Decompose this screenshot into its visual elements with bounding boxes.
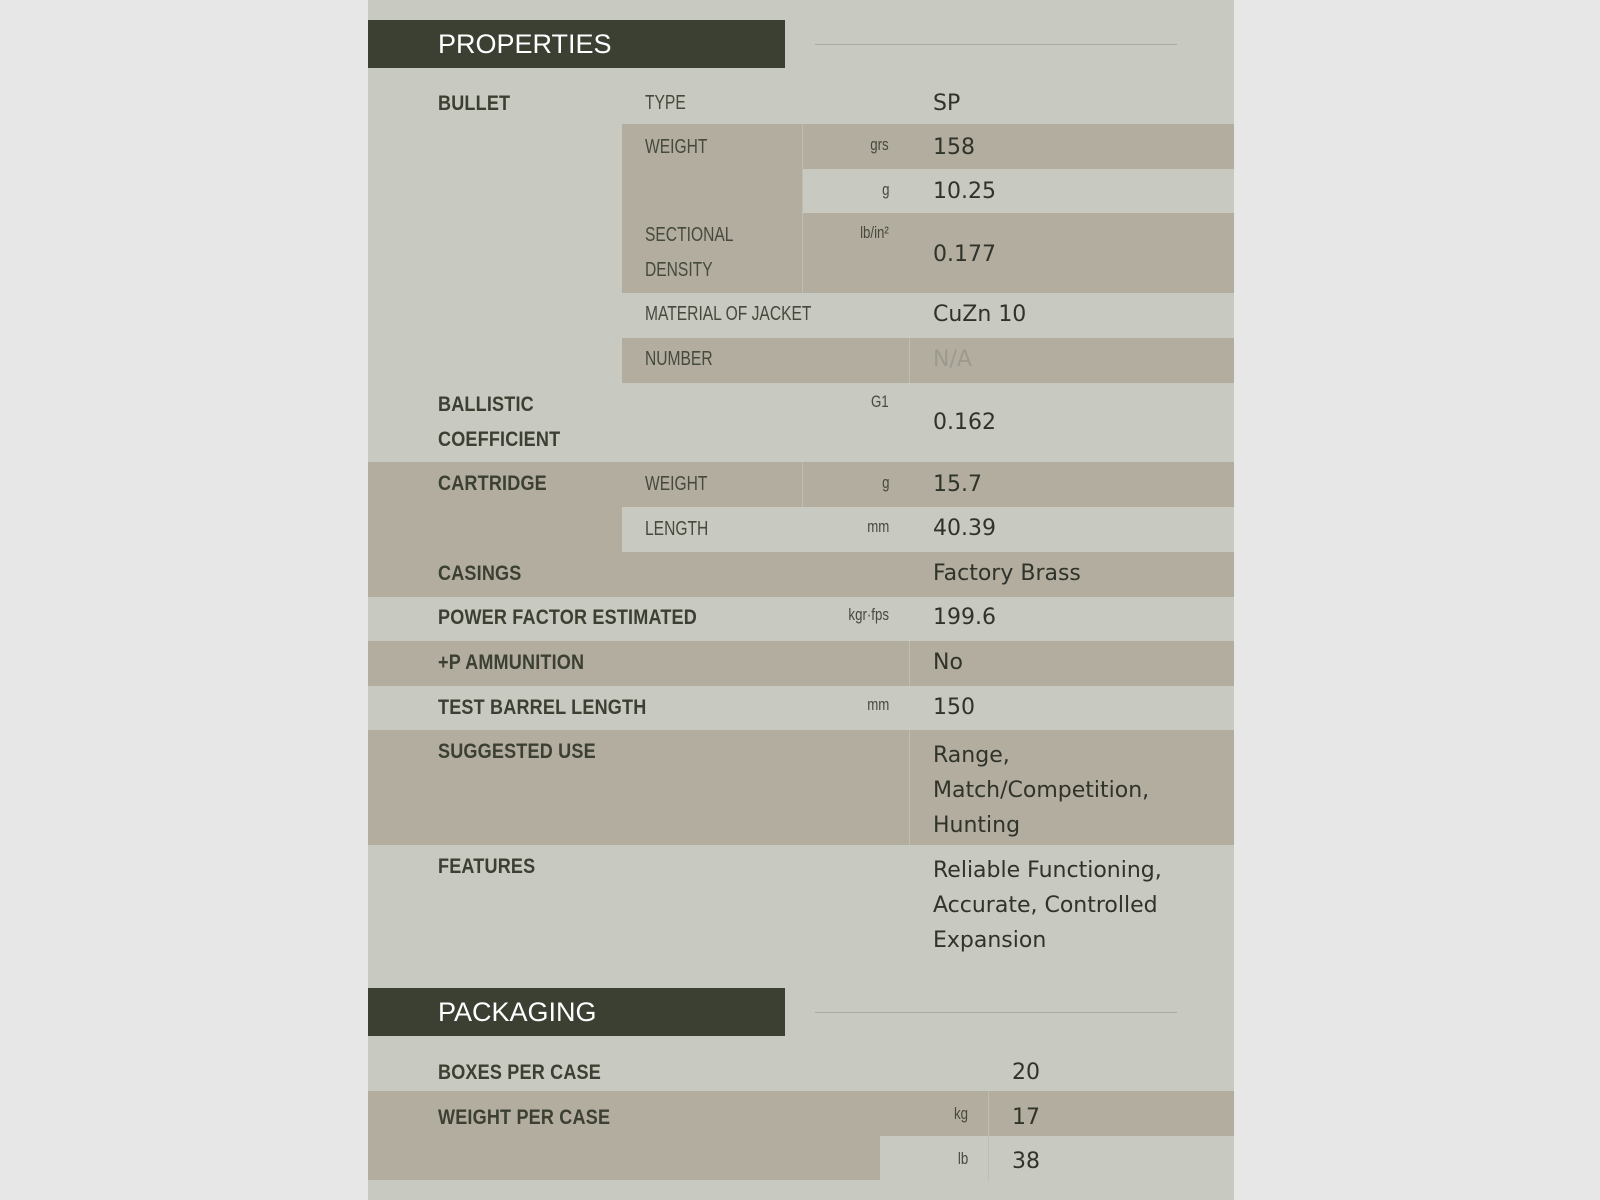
features-line: Expansion xyxy=(933,928,1047,953)
header-rule xyxy=(815,44,1177,45)
features-line: Accurate, Controlled xyxy=(933,893,1158,918)
cartridge-length-value: 40.39 xyxy=(933,516,996,541)
features-values xyxy=(933,853,1162,958)
col-sep xyxy=(909,641,910,686)
weight-per-case-unit-lb: lb xyxy=(957,1149,968,1168)
barrel-length-label: TEST BARREL LENGTH xyxy=(438,696,647,719)
suggested-use-line: Match/Competition, xyxy=(933,778,1150,803)
boxes-per-case-value: 20 xyxy=(1012,1060,1040,1085)
jacket-label: MATERIAL OF JACKET xyxy=(645,303,812,325)
bc-label-line1: BALLISTIC xyxy=(438,393,534,416)
bullet-weight-value-g: 10.25 xyxy=(933,179,996,204)
casings-value: Factory Brass xyxy=(933,561,1081,586)
bc-value: 0.162 xyxy=(933,410,996,435)
suggested-use-label: SUGGESTED USE xyxy=(438,740,596,763)
bullet-type-label: TYPE xyxy=(645,92,686,114)
suggested-use-line: Range, xyxy=(933,743,1010,768)
properties-header: PROPERTIES xyxy=(368,20,785,68)
cartridge-label: CARTRIDGE xyxy=(438,472,547,495)
bc-label-line2: COEFFICIENT xyxy=(438,428,561,451)
jacket-value: CuZn 10 xyxy=(933,302,1027,327)
bullet-type-value: SP xyxy=(933,91,961,116)
sd-label-line1: SECTIONAL xyxy=(645,224,734,246)
cartridge-weight-label: WEIGHT xyxy=(645,473,708,495)
col-sep xyxy=(802,462,803,507)
weight-per-case-value-lb: 38 xyxy=(1012,1149,1040,1174)
col-sep xyxy=(909,730,910,845)
col-sep xyxy=(988,1091,989,1180)
power-factor-label: POWER FACTOR ESTIMATED xyxy=(438,606,697,629)
cartridge-length-unit: mm xyxy=(866,517,889,536)
number-value: N/A xyxy=(933,347,972,372)
col-sep xyxy=(802,124,803,213)
cartridge-weight-unit: g xyxy=(881,473,889,492)
features-label: FEATURES xyxy=(438,855,536,878)
spec-sheet xyxy=(368,0,1234,1200)
col-sep xyxy=(802,213,803,293)
bc-unit: G1 xyxy=(871,392,889,411)
header-rule xyxy=(815,1012,1177,1013)
number-band xyxy=(622,338,1234,383)
suggested-use-values xyxy=(933,738,1149,843)
casings-label: CASINGS xyxy=(438,562,522,585)
bullet-weight-value-grs: 158 xyxy=(933,135,975,160)
barrel-length-value: 150 xyxy=(933,695,975,720)
bullet-weight-label: WEIGHT xyxy=(645,136,708,158)
suggested-use-line: Hunting xyxy=(933,813,1021,838)
weight-per-case-lb-band xyxy=(880,1136,1234,1180)
plus-p-value: No xyxy=(933,650,963,675)
number-label: NUMBER xyxy=(645,348,713,370)
cartridge-length-label: LENGTH xyxy=(645,518,709,540)
power-factor-unit: kgr·fps xyxy=(848,605,889,624)
barrel-length-unit: mm xyxy=(866,695,889,714)
boxes-per-case-label: BOXES PER CASE xyxy=(438,1061,601,1084)
packaging-header: PACKAGING xyxy=(368,988,785,1036)
power-factor-value: 199.6 xyxy=(933,605,996,630)
cartridge-length-band xyxy=(622,507,1234,552)
sd-label-line2: DENSITY xyxy=(645,259,713,281)
bullet-weight-g-band xyxy=(802,169,1234,213)
col-sep xyxy=(909,338,910,383)
bullet-weight-unit-grs: grs xyxy=(870,135,889,154)
features-line: Reliable Functioning, xyxy=(933,858,1162,883)
plus-p-label: +P AMMUNITION xyxy=(438,651,585,674)
weight-per-case-unit-kg: kg xyxy=(953,1104,968,1123)
cartridge-weight-value: 15.7 xyxy=(933,472,982,497)
bullet-weight-unit-g: g xyxy=(881,180,889,199)
weight-per-case-label: WEIGHT PER CASE xyxy=(438,1106,611,1129)
sd-unit: lb/in² xyxy=(860,223,889,242)
weight-per-case-value-kg: 17 xyxy=(1012,1105,1040,1130)
sd-value: 0.177 xyxy=(933,242,996,267)
bullet-label: BULLET xyxy=(438,92,511,115)
